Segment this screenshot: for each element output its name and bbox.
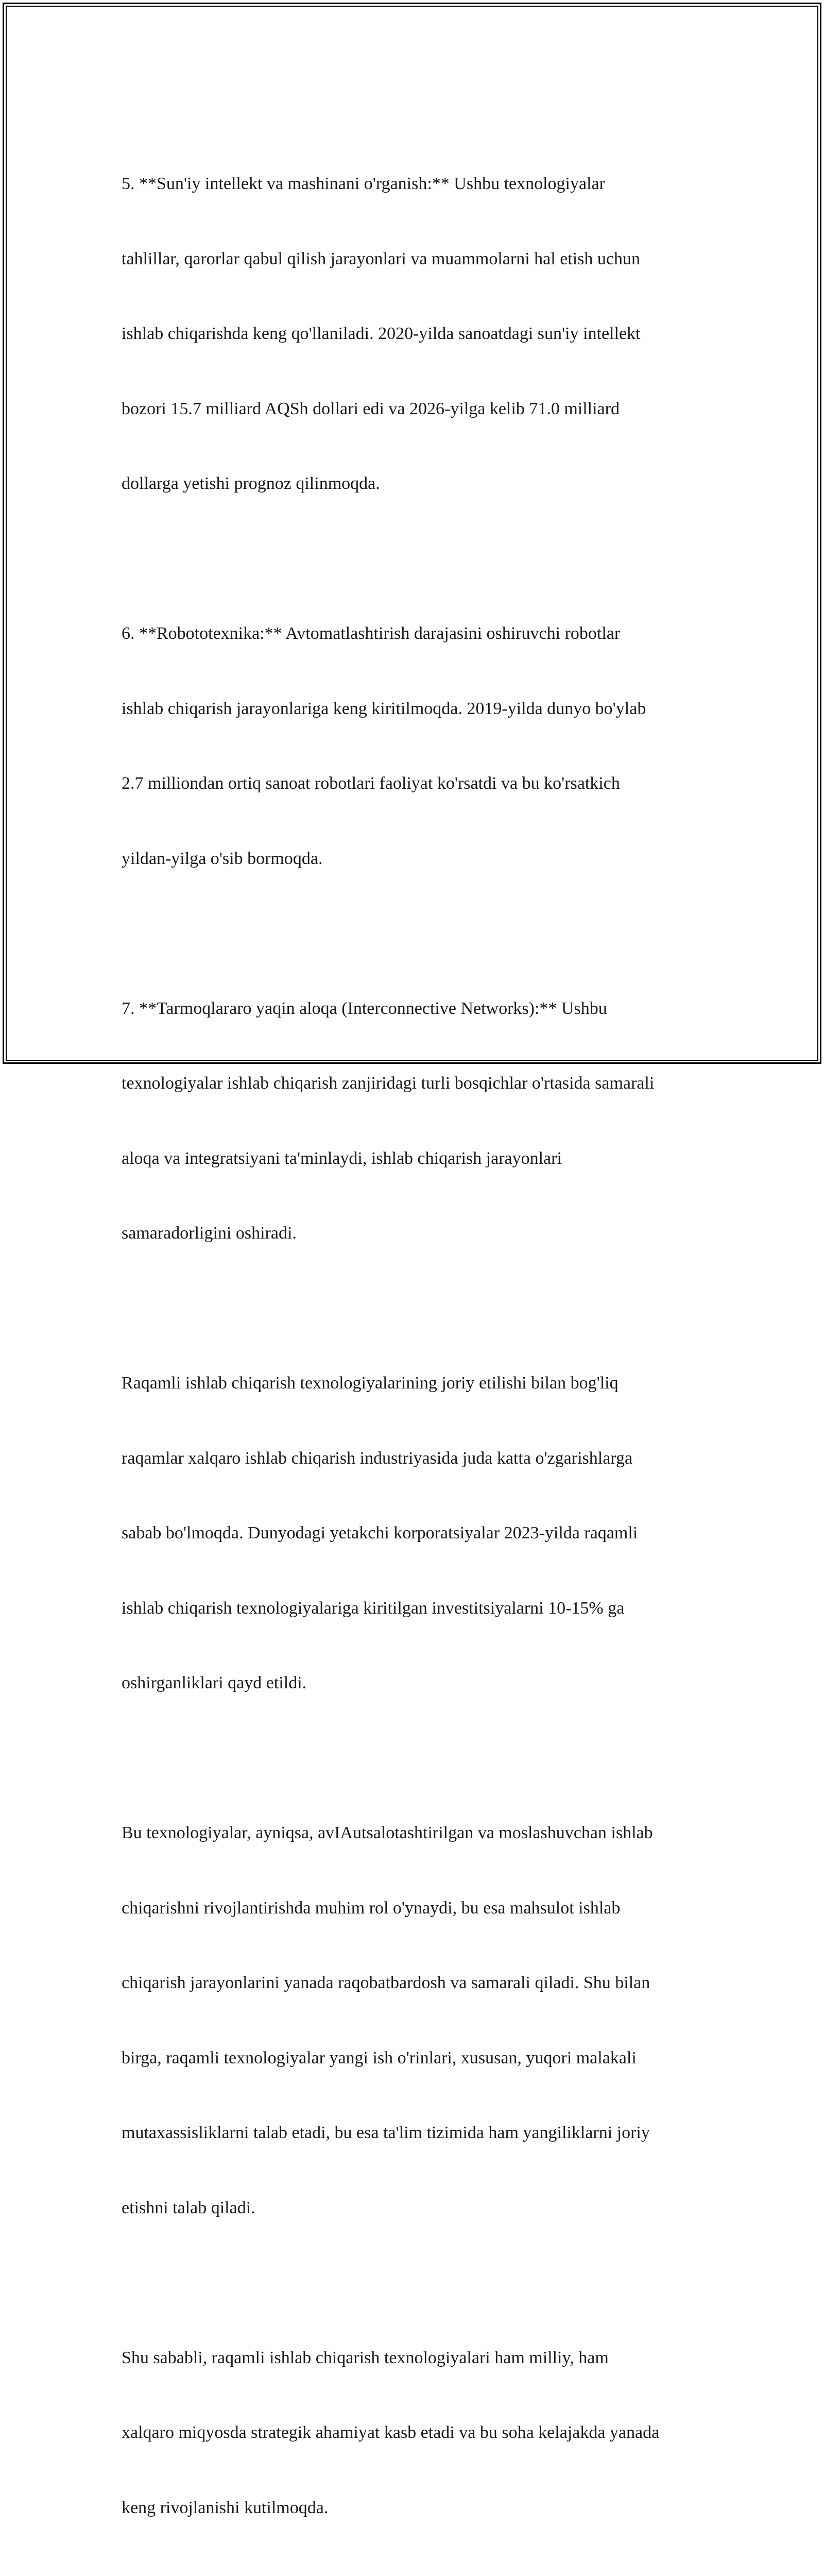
paragraph-line: yildan-yilga o'sib bormoqda. <box>122 849 323 868</box>
paragraph-conclusion <box>122 2296 714 2571</box>
paragraph-technologies-role <box>122 1771 714 2270</box>
paragraph-line: chiqarishni rivojlantirishda muhim rol o'ynaydi, bu esa mahsulot ishlab <box>122 1898 621 1918</box>
paragraph-line: chiqarish jarayonlarini yanada raqobatbardosh va samarali qiladi. Shu bilan <box>122 1973 650 1992</box>
paragraph-line: 5. **Sun'iy intellekt va mashinani o'rganish:** Ushbu texnologiyalar <box>122 174 605 193</box>
paragraph-robotics <box>122 571 714 921</box>
paragraph-line: Shu sababli, raqamli ishlab chiqarish texnologiyalari ham milliy, ham <box>122 2348 609 2367</box>
paragraph-line: 7. **Tarmoqlararo yaqin aloqa (Interconnective Networks):** Ushbu <box>122 998 607 1018</box>
paragraph-digital-impact <box>122 1321 714 1746</box>
paragraph-line: tahlillar, qarorlar qabul qilish jarayonlari va muammolarni hal etish uchun <box>122 249 641 268</box>
paragraph-line: mutaxassisliklarni talab etadi, bu esa ta'lim tizimida ham yangiliklarni joriy <box>122 2123 650 2142</box>
paragraph-line: 6. **Robototexnika:** Avtomatlashtirish darajasini oshiruvchi robotlar <box>122 624 621 643</box>
paragraph-line: oshirganliklari qayd etildi. <box>122 1673 307 1692</box>
document-body <box>122 122 714 2576</box>
paragraph-line: samaradorligini oshiradi. <box>122 1224 297 1243</box>
paragraph-line: Bu texnologiyalar, ayniqsa, avIAutsalotashtirilgan va moslashuvchan ishlab <box>122 1823 653 1842</box>
paragraph-networks <box>122 946 714 1296</box>
paragraph-line: xalqaro miqyosda strategik ahamiyat kasb etadi va bu soha kelajakda yanada <box>122 2423 660 2442</box>
paragraph-line: texnologiyalar ishlab chiqarish zanjiridagi turli bosqichlar o'rtasida samarali <box>122 1074 655 1093</box>
paragraph-line: etishni talab qiladi. <box>122 2198 255 2217</box>
paragraph-line: ishlab chiqarishda keng qo'llaniladi. 2020-yilda sanoatdagi sun'iy intellekt <box>122 324 641 343</box>
paragraph-line: Raqamli ishlab chiqarish texnologiyalarining joriy etilishi bilan bog'liq <box>122 1374 619 1393</box>
paragraph-ai-ml <box>122 122 714 547</box>
paragraph-line: raqamlar xalqaro ishlab chiqarish industriyasida juda katta o'zgarishlarga <box>122 1448 633 1468</box>
paragraph-line: ishlab chiqarish texnologiyalariga kiritilgan investitsiyalarni 10-15% ga <box>122 1598 625 1618</box>
paragraph-line: 2.7 milliondan ortiq sanoat robotlari faoliyat ko'rsatdi va bu ko'rsatkich <box>122 774 620 793</box>
paragraph-line: dollarga yetishi prognoz qilinmoqda. <box>122 474 380 493</box>
paragraph-line: sabab bo'lmoqda. Dunyodagi yetakchi korporatsiyalar 2023-yilda raqamli <box>122 1523 638 1543</box>
paragraph-line: ishlab chiqarish jarayonlariga keng kiritilmoqda. 2019-yilda dunyo bo'ylab <box>122 699 646 718</box>
paragraph-line: aloqa va integratsiyani ta'minlaydi, ishlab chiqarish jarayonlari <box>122 1148 562 1168</box>
paragraph-line: bozori 15.7 milliard AQSh dollari edi va 2026-yilga kelib 71.0 milliard <box>122 399 620 418</box>
paragraph-line: keng rivojlanishi kutilmoqda. <box>122 2498 329 2517</box>
paragraph-line: birga, raqamli texnologiyalar yangi ish o'rinlari, xususan, yuqori malakali <box>122 2048 637 2067</box>
